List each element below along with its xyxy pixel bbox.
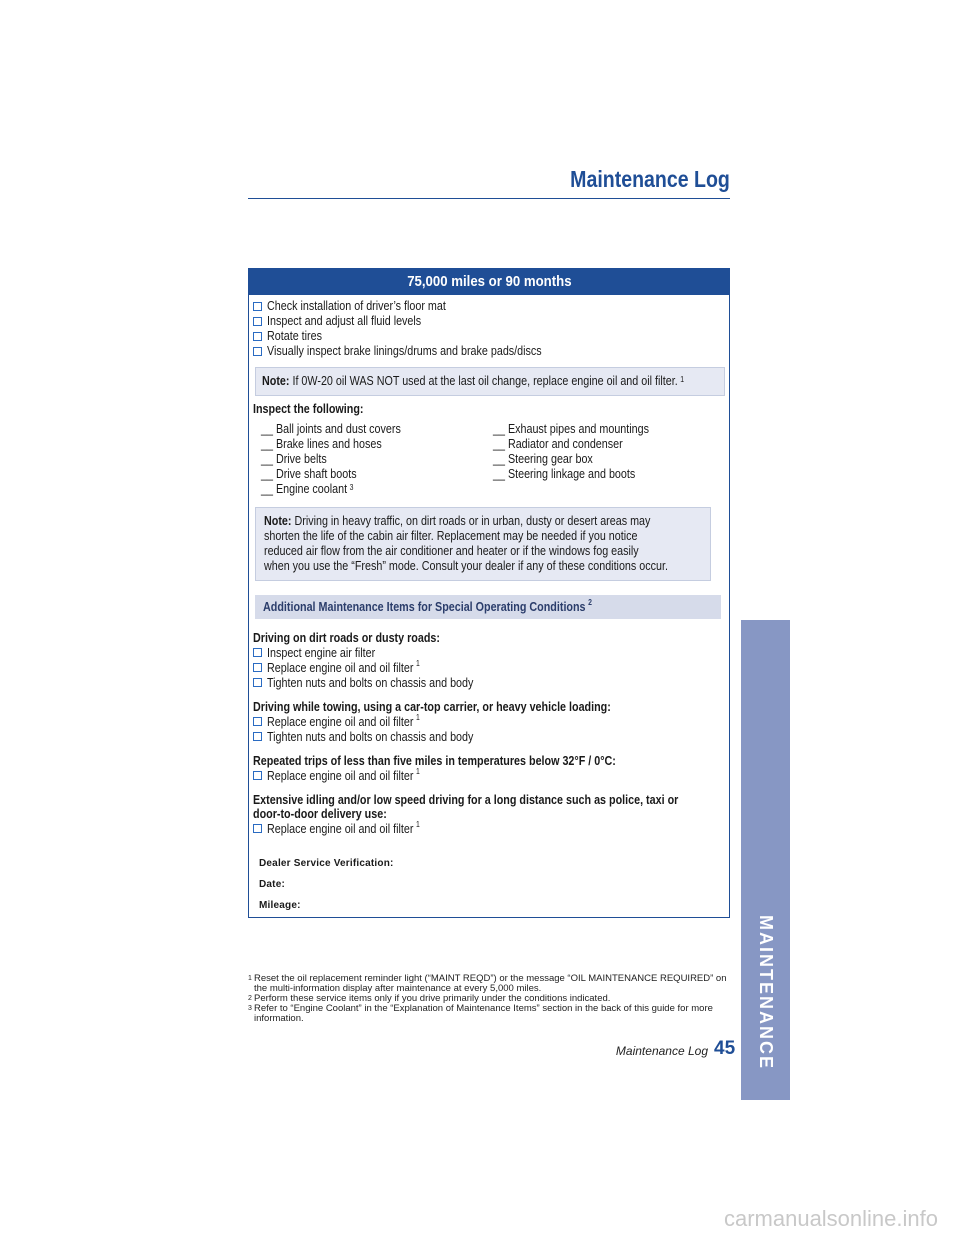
inspect-item: __ Drive shaft boots: [261, 467, 357, 481]
inspect-item: __ Drive belts: [261, 452, 327, 466]
checkbox-icon[interactable]: [253, 732, 262, 741]
footnote: 3 Refer to “Engine Coolant” in the “Explanation of Maintenance Items” section in the back of this guide for more information.: [248, 1003, 713, 1024]
short-trips-title: Repeated trips of less than five miles in temperatures below 32°F / 0°C:: [253, 754, 616, 768]
idling-title: Extensive idling and/or low speed driving for a long distance such as police, taxi or door-to-door delivery use:: [253, 793, 679, 821]
check-item[interactable]: Inspect and adjust all fluid levels: [253, 314, 725, 329]
inspect-item: __ Steering linkage and boots: [493, 467, 636, 481]
check-item[interactable]: Replace engine oil and oil filter $^1$: [253, 714, 725, 729]
footnote: 1 Reset the oil replacement reminder light (“MAINT REQD”) or the message “OIL MAINTENANCE REQUIRED” on the multi-information display after maintenance at every 5,000 miles.: [248, 973, 727, 994]
footer-section-label: Maintenance Log: [615, 1044, 708, 1058]
inspect-item: __ Brake lines and hoses: [261, 437, 382, 451]
checkbox-icon[interactable]: [253, 663, 262, 672]
footnote: 2 Perform these service items only if you drive primarily under the conditions indicated.: [248, 993, 611, 1004]
inspect-item: __ Engine coolant $^3$: [261, 482, 354, 496]
check-item[interactable]: Replace engine oil and oil filter $^1$: [253, 768, 725, 783]
checkbox-icon[interactable]: [253, 648, 262, 657]
date-label: Date:: [259, 879, 286, 890]
additional-items-heading: Additional Maintenance Items for Special Operating Conditions $^2$: [255, 595, 721, 619]
dirt-roads-title: Driving on dirt roads or dusty roads:: [253, 631, 440, 645]
page-title: Maintenance Log: [570, 166, 730, 192]
watermark: carmanualsonline.info: [723, 1206, 938, 1231]
check-item[interactable]: Visually inspect brake linings/drums and brake pads/discs: [253, 344, 725, 359]
inspect-heading: Inspect the following:: [253, 402, 364, 416]
footnotes: [248, 974, 728, 1024]
inspect-item: __ Exhaust pipes and mountings: [493, 422, 649, 436]
side-tab-label: MAINTENANCE: [756, 914, 776, 1070]
check-item[interactable]: Tighten nuts and bolts on chassis and body: [253, 675, 725, 690]
interval-header: 75,000 miles or 90 months: [249, 269, 729, 295]
section-side-tab[interactable]: [741, 620, 790, 1100]
check-item[interactable]: Tighten nuts and bolts on chassis and body: [253, 729, 725, 744]
title-divider: [248, 198, 730, 199]
inspect-item: __ Radiator and condenser: [493, 437, 623, 451]
check-item[interactable]: Check installation of driver’s floor mat: [253, 299, 725, 314]
checkbox-icon[interactable]: [253, 302, 262, 311]
checkbox-icon[interactable]: [253, 678, 262, 687]
checkbox-icon[interactable]: [253, 332, 262, 341]
checkbox-icon[interactable]: [253, 824, 262, 833]
check-item[interactable]: Replace engine oil and oil filter $^1$: [253, 660, 725, 675]
dealer-service-verification-label: Dealer Service Verification:: [259, 858, 394, 869]
checkbox-icon[interactable]: [253, 717, 262, 726]
inspect-item: __ Steering gear box: [493, 452, 593, 466]
check-item[interactable]: Replace engine oil and oil filter $^1$: [253, 821, 725, 836]
checkbox-icon[interactable]: [253, 771, 262, 780]
check-list: [253, 299, 725, 359]
cabin-filter-note: Note: Driving in heavy traffic, on dirt roads or in urban, dusty or desert areas may shorten the life of the cabin air filter. Replacement may be needed if you notice reduced air flow from the air conditioner and heater or if the windows fog easily when you use the “Fresh” mode. Consult your dealer if any of these conditions occur.: [255, 507, 711, 581]
inspect-item: __ Ball joints and dust covers: [261, 422, 401, 436]
mileage-label: Mileage:: [259, 900, 301, 911]
page-number: 45: [714, 1038, 736, 1059]
towing-title: Driving while towing, using a car-top carrier, or heavy vehicle loading:: [253, 700, 611, 714]
maintenance-log-box: [248, 268, 730, 918]
dealer-verification: [253, 858, 725, 911]
checkbox-icon[interactable]: [253, 347, 262, 356]
oil-note: Note: If 0W-20 oil WAS NOT used at the last oil change, replace engine oil and oil filter. $^1$: [255, 367, 725, 396]
special-conditions: [253, 631, 725, 836]
check-item[interactable]: Inspect engine air filter: [253, 645, 725, 660]
inspect-list: [253, 422, 725, 497]
check-item[interactable]: Rotate tires: [253, 329, 725, 344]
checkbox-icon[interactable]: [253, 317, 262, 326]
